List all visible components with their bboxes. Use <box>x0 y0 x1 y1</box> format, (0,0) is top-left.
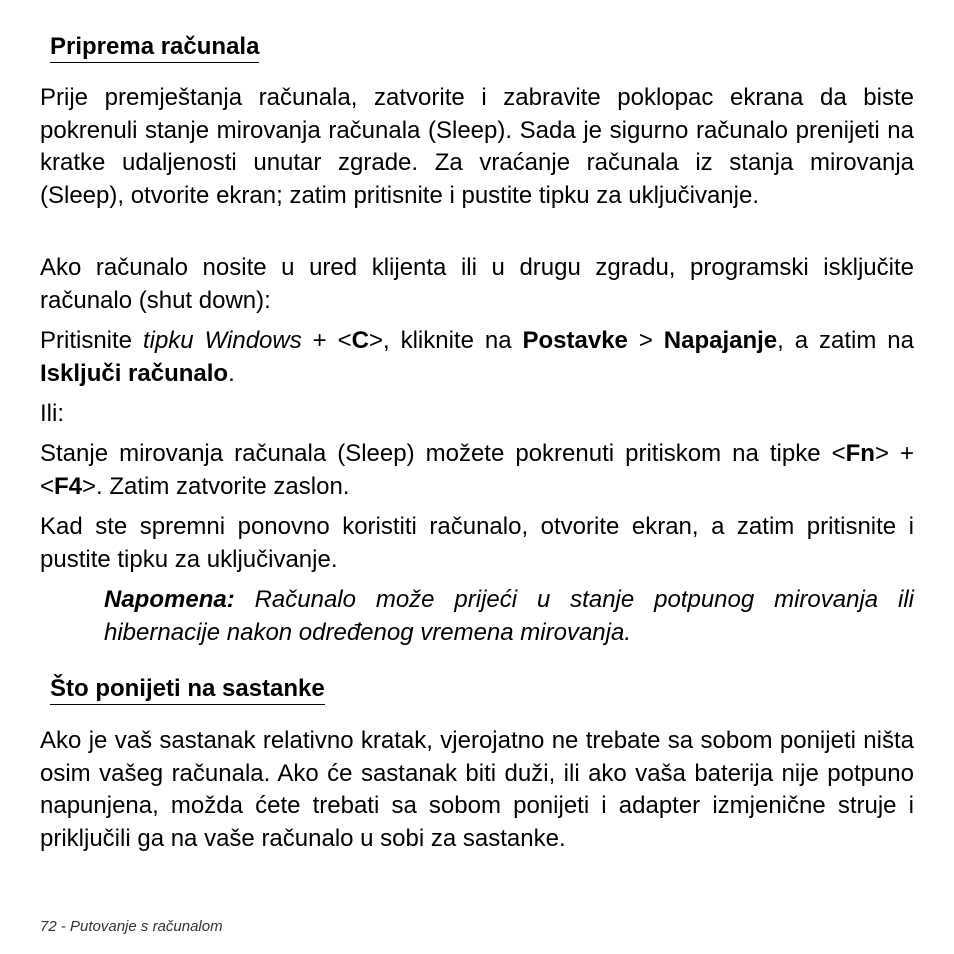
key-f4: F4 <box>54 472 83 500</box>
paragraph-sleep-instructions: Prije premještanja računala, zatvorite i zabravite poklopac ekrana da biste pokrenuli stanje mirovanja računala (Sleep). Sada je sigurno računalo prenijeti na kratke udaljenosti unutar zgrade. Za vraćanje računala iz stanja mirovanja (Sleep), otvorite ekran; zatim pritisnite i pustite tipku za uključivanje. <box>40 84 914 209</box>
menu-settings: Postavke <box>522 327 628 354</box>
paragraph-or: Ili: <box>40 400 64 427</box>
paragraph-shutdown-steps <box>40 325 914 390</box>
section-heading-sastanke: Što ponijeti na sastanke <box>50 675 325 705</box>
text-run: Stanje mirovanja računala (Sleep) možete pokrenuti pritiskom na tipke < <box>40 440 846 467</box>
paragraph-meetings: Ako je vaš sastanak relativno kratak, vjerojatno ne trebate sa sobom ponijeti ništa osim vašeg računala. Ako će sastanak biti duži, ili ako vaša baterija nije potpuno napunjena, možda ćete trebati sa sobom ponijeti i adapter izmjenične struje i priključili ga na vaše računalo u sobi za sastanke. <box>40 727 914 852</box>
page-footer: 72 - Putovanje s računalom <box>40 918 223 935</box>
paragraph-shutdown-intro: Ako računalo nosite u ured klijenta ili u drugu zgradu, programski isključite računalo (shut down): <box>40 254 914 314</box>
key-fn: Fn <box>845 440 875 467</box>
text-run: >. Zatim zatvorite zaslon. <box>82 472 350 500</box>
key-name-windows: tipku Windows <box>142 327 302 354</box>
text-run: >, kliknite na <box>368 327 523 354</box>
text-run: > + < <box>40 440 914 500</box>
key-c: C <box>351 327 369 354</box>
paragraph-sleep-hotkey <box>40 438 914 503</box>
text-run: > <box>627 327 664 354</box>
menu-power: Napajanje <box>663 327 778 354</box>
paragraph-resume: Kad ste spremni ponovno koristiti računalo, otvorite ekran, a zatim pritisnite i pustite tipku za uključivanje. <box>40 513 914 573</box>
text-run: . <box>228 359 235 387</box>
text-run: , a zatim na <box>777 327 914 354</box>
section-heading-priprema: Priprema računala <box>50 33 259 63</box>
text-run: + < <box>301 327 352 354</box>
note-label: Napomena: <box>104 586 235 613</box>
note-hibernation <box>104 584 914 649</box>
note-text: Računalo može prijeći u stanje potpunog mirovanja ili hibernacije nakon određenog vremena mirovanja. <box>104 586 914 646</box>
menu-shutdown: Isključi računalo <box>40 359 229 387</box>
text-run: Pritisnite <box>40 327 143 354</box>
